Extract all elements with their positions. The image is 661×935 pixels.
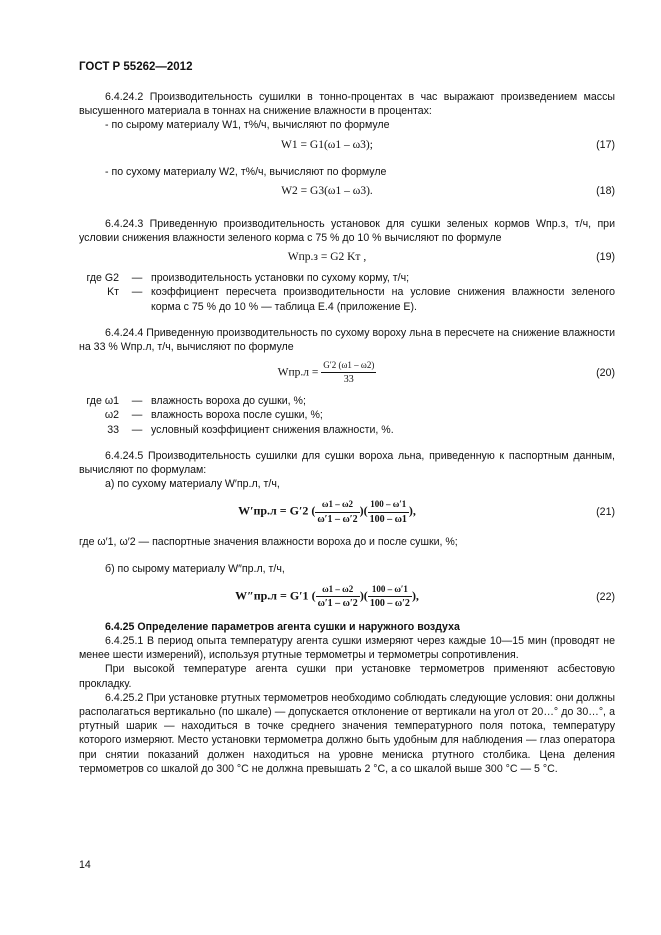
formula-18: W2 = G3(ω1 – ω3). — [281, 184, 373, 197]
dash: — — [131, 286, 143, 299]
formula-21-lhs: W′пр.л = G′2 — [238, 503, 309, 518]
equation-20 — [79, 354, 615, 394]
page-number: 14 — [79, 859, 91, 871]
paragraph-6-4-24-2: 6.4.24.2 Производительность сушилки в тонно-процентах в час выражают произведением массы высушенного материала в тоннах на снижение влажности в процентах: — [79, 91, 615, 118]
dash: — — [131, 409, 143, 422]
formula-number-19: (19) — [596, 251, 615, 264]
equation-18 — [79, 179, 615, 205]
formula-19: Wпр.з = G2 Kт , — [287, 251, 367, 264]
document-body — [79, 90, 615, 776]
formula-17: W1 = G1(ω1 – ω3); — [281, 138, 373, 151]
numerator: ω1 – ω2 — [322, 583, 354, 594]
paragraph-6-4-25-1: 6.4.25.1 В период опыта температуру агента сушки измеряют через каждые 10—15 мин (проводят не менее шести измерений), используя ртутные термометры и термометры сопротивления. — [79, 635, 615, 662]
paragraph-6-4-24-4: 6.4.24.4 Приведенную производительность по сухому вороху льна в пересчете на снижение влажности на 33 % Wпр.л, т/ч, вычисляют по формуле — [79, 326, 616, 354]
paragraph-raw-material: - по сырому материалу W1, т%/ч, вычисляют по формуле — [105, 119, 390, 132]
where-symbol: где ω1 — [86, 395, 119, 408]
equation-19 — [79, 245, 615, 271]
paragraph-dry-material: - по сухому материалу W2, т%/ч, вычисляют по формуле — [105, 165, 387, 178]
equation-21 — [79, 491, 615, 535]
where-text: коэффициент пересчета производительности на условие снижения влажности зеленого корма с 75 % до 10 % — таблица Е.4 (приложение Е). — [151, 286, 615, 313]
paragraph-dry-flax: а) по сухому материалу W′пр.л, т/ч, — [105, 478, 280, 491]
paragraph-raw-flax: б) по сырому материалу W″пр.л, т/ч, — [105, 562, 285, 575]
formula-number-22: (22) — [596, 590, 615, 603]
standard-header: ГОСТ Р 55262—2012 — [79, 61, 193, 73]
where-symbol: где G2 — [86, 272, 119, 285]
dash: — — [131, 423, 143, 436]
paragraph-6-4-24-3: 6.4.24.3 Приведенную производительность установок для сушки зеленых кормов Wпр.з, т/ч, при условии снижения влажности зеленого корма с 75 % до 10 % вычисляют по формуле — [79, 217, 615, 245]
paragraph-6-4-25-2: 6.4.25.2 При установке ртутных термометров необходимо соблюдать следующие условия: они должны располагаться вертикально (по шкале) — допускается отклонение от вертикали на угол от 20…° до 30…°, а ртутный шарик — находиться в точке среднего значения температурного поля потока, температуру которого измеряют. Место установки термометра должно быть удобным для наблюдения — глаз оператора при снятии показаний должен находиться на уровне мениска ртутного столбика. Цена деления термометров со шкалой до 300 °С не должна превышать 2 °С, а со шкалой выше 300 °С — 5 °С. — [79, 691, 615, 775]
where-symbol: ω2 — [104, 409, 119, 422]
formula-22: W″пр.л = G′1 ( $\frac{\omega 1 - \omega 2}{\omega'1 - \omega'2}$ )( $\frac{100 - \omega'1}{100 - \omega'2}$ ), — [79, 582, 575, 611]
where-symbol: Kт — [107, 286, 119, 299]
where-text: условный коэффициент снижения влажности, %. — [151, 423, 394, 436]
formula-20-fraction — [321, 358, 376, 387]
where-list-20 — [79, 394, 615, 437]
paragraph-6-4-24-5: 6.4.24.5 Производительность сушилки для сушки вороха льна, приведенную к паспортным данным, вычисляют по формулам: — [79, 449, 615, 477]
paragraph-asbestos: При высокой температуре агента сушки при установке термометров применяют асбестовую прокладку. — [79, 663, 615, 690]
formula-22-fraction-2 — [368, 582, 412, 611]
formula-20 — [79, 358, 575, 387]
formula-number-21: (21) — [596, 506, 615, 519]
dash: — — [131, 272, 143, 285]
formula-20-denominator: 33 — [321, 372, 376, 387]
denominator: ω′1 – ω′2 — [316, 596, 360, 611]
where-list-19 — [79, 271, 615, 314]
formula-number-17: (17) — [596, 138, 615, 151]
equation-22 — [79, 576, 615, 620]
formula-21: W′пр.л = G′2 ( $\frac{\omega 1 - \omega 2}{\omega'1 - \omega'2}$ )( $\frac{100 - \omega'1}{100 - \omega 1}$ ), — [79, 497, 575, 526]
formula-number-18: (18) — [596, 184, 615, 197]
formula-22-lhs: W″пр.л = G′1 — [235, 588, 309, 603]
numerator: 100 – ω′1 — [371, 583, 408, 594]
numerator: ω1 – ω2 — [321, 499, 354, 510]
formula-20-numerator: G′2 (ω1 – ω2) — [323, 360, 375, 371]
section-heading-6-4-25: 6.4.25 Определение параметров агента сушки и наружного воздуха — [105, 620, 460, 633]
formula-20-lhs: Wпр.л = — [277, 366, 319, 379]
where-text: влажность вороха после сушки, %; — [151, 409, 323, 422]
denominator: 100 – ω1 — [368, 512, 409, 527]
where-text: производительность установки по сухому корму, т/ч; — [151, 272, 410, 285]
formula-21-fraction-1 — [315, 497, 359, 526]
where-text: влажность вороха до сушки, %; — [151, 395, 306, 408]
numerator: 100 – ω′1 — [370, 499, 407, 510]
paragraph-passport-humidity: где ω′1, ω′2 — паспортные значения влажности вороха до и после сушки, %; — [79, 536, 458, 549]
formula-number-20: (20) — [596, 367, 615, 380]
denominator: ω′1 – ω′2 — [315, 512, 359, 527]
formula-22-fraction-1 — [316, 582, 360, 611]
where-symbol: 33 — [107, 423, 119, 436]
equation-17 — [79, 133, 615, 159]
dash: — — [131, 395, 143, 408]
formula-21-fraction-2 — [368, 497, 409, 526]
denominator: 100 – ω′2 — [368, 596, 412, 611]
